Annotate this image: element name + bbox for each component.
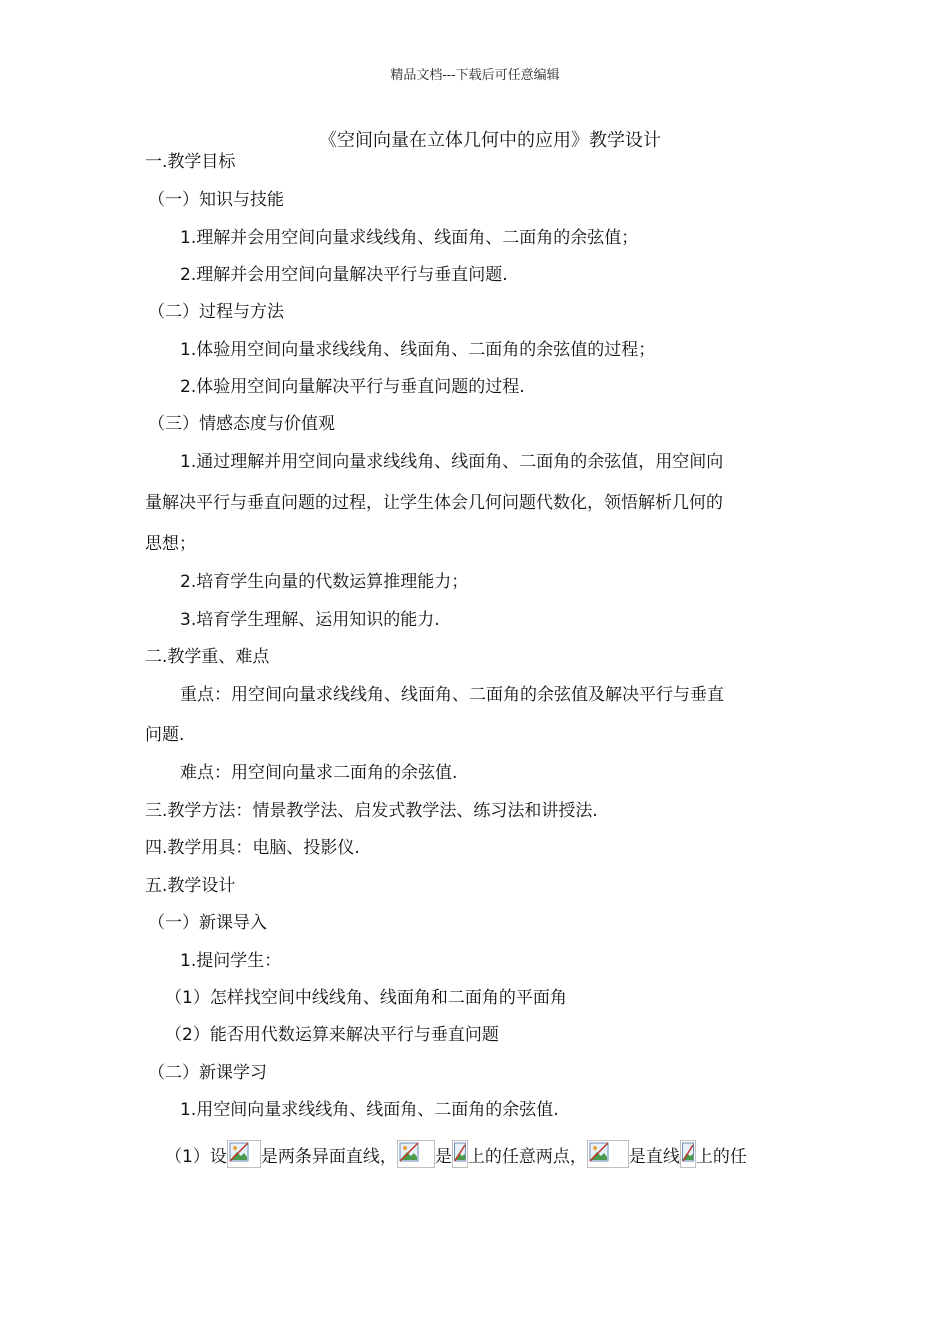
text-fragment: 上的任意两点， xyxy=(467,1147,587,1167)
subsection-heading: （二）新课学习 xyxy=(148,1063,267,1083)
text-line: 1.理解并会用空间向量求线线角、线面角、二面角的余弦值； xyxy=(180,228,639,248)
text-line: 2.培育学生向量的代数运算推理能力； xyxy=(180,572,469,592)
text-line: 1.用空间向量求线线角、线面角、二面角的余弦值. xyxy=(180,1100,559,1120)
document-title: 《空间向量在立体几何中的应用》教学设计 xyxy=(319,130,661,151)
text-line: 问题. xyxy=(145,725,185,745)
text-line: 1.提问学生： xyxy=(180,951,282,971)
subsection-heading: （一）知识与技能 xyxy=(148,190,284,210)
text-fragment: 是直线 xyxy=(628,1147,680,1167)
broken-image-icon xyxy=(227,1140,261,1168)
subsection-heading: （一）新课导入 xyxy=(148,913,267,933)
text-fragment: 上的任 xyxy=(695,1147,747,1167)
text-line: 2.理解并会用空间向量解决平行与垂直问题. xyxy=(180,265,508,285)
text-line: 1.体验用空间向量求线线角、线面角、二面角的余弦值的过程； xyxy=(180,340,656,360)
text-line: （2）能否用代数运算来解决平行与垂直问题 xyxy=(165,1025,499,1045)
subsection-heading: （三）情感态度与价值观 xyxy=(148,414,335,434)
text-fragment: （1）设 xyxy=(165,1147,227,1167)
text-line: 思想； xyxy=(145,534,196,554)
section-heading: 五.教学设计 xyxy=(145,876,236,896)
text-line: 3.培育学生理解、运用知识的能力. xyxy=(180,610,440,630)
section-heading: 四.教学用具：电脑、投影仪. xyxy=(145,838,360,858)
section-heading: 一.教学目标 xyxy=(145,152,236,172)
section-heading: 三.教学方法：情景教学法、启发式教学法、练习法和讲授法. xyxy=(145,801,598,821)
text-line: 量解决平行与垂直问题的过程，让学生体会几何问题代数化，领悟解析几何的 xyxy=(145,493,723,513)
page-header: 精品文档---下载后可任意编辑 xyxy=(390,68,560,83)
text-line: （1）怎样找空间中线线角、线面角和二面角的平面角 xyxy=(165,988,567,1008)
text-fragment: 是两条异面直线， xyxy=(260,1147,397,1167)
text-line-with-formulas xyxy=(165,1140,747,1168)
broken-image-icon xyxy=(587,1140,629,1168)
subsection-heading: （二）过程与方法 xyxy=(148,302,284,322)
text-line: 重点：用空间向量求线线角、线面角、二面角的余弦值及解决平行与垂直 xyxy=(180,685,724,705)
text-line: 1.通过理解并用空间向量求线线角、线面角、二面角的余弦值，用空间向 xyxy=(180,452,724,472)
section-heading: 二.教学重、难点 xyxy=(145,647,270,667)
broken-image-icon xyxy=(680,1140,696,1168)
text-line: 难点：用空间向量求二面角的余弦值. xyxy=(180,763,458,783)
text-fragment: 是 xyxy=(434,1147,452,1167)
broken-image-icon xyxy=(452,1140,468,1168)
broken-image-icon xyxy=(397,1140,435,1168)
text-line: 2.体验用空间向量解决平行与垂直问题的过程. xyxy=(180,377,525,397)
